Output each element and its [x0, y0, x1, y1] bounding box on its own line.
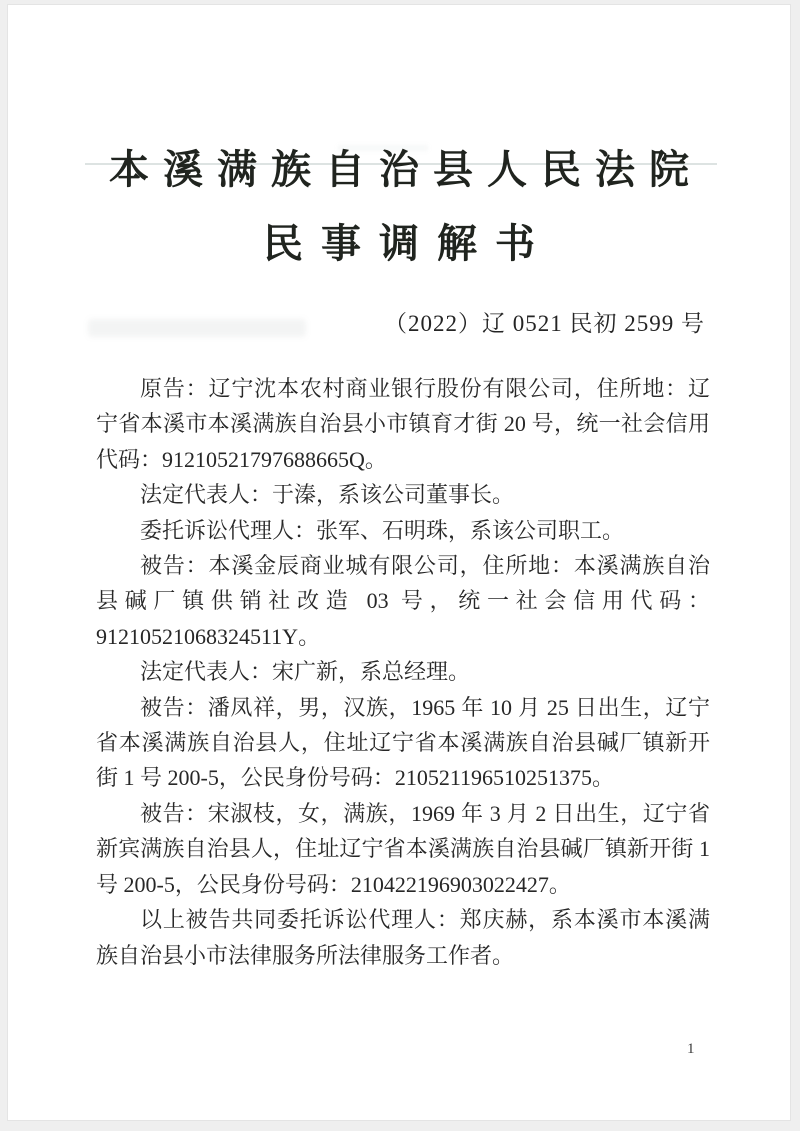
body-paragraph: 被告：潘凤祥，男，汉族，1965 年 10 月 25 日出生，辽宁省本溪满族自治县人，住址辽宁省本溪满族自治县碱厂镇新开街 1 号 200-5，公民身份号码：210521196510251375。 — [96, 694, 710, 791]
case-number: （2022）辽 0521 民初 2599 号 — [384, 311, 705, 336]
document-title: 民事调解书 — [263, 221, 553, 266]
document-page — [8, 5, 790, 1120]
body-paragraph: 法定代表人：宋广新，系总经理。 — [140, 659, 471, 685]
document-body — [96, 371, 710, 973]
body-paragraph: 被告：宋淑枝，女，满族，1969 年 3 月 2 日出生，辽宁省新宾满族自治县人，住址辽宁省本溪满族自治县碱厂镇新开街 1 号 200-5，公民身份号码：210422196903022427。 — [96, 800, 710, 897]
body-paragraph: 以上被告共同委托诉讼代理人：郑庆赫，系本溪市本溪满族自治县小市法律服务所法律服务工作者。 — [96, 907, 710, 968]
body-paragraph: 原告：辽宁沈本农村商业银行股份有限公司，住所地：辽宁省本溪市本溪满族自治县小市镇育才街 20 号，统一社会信用代码：91210521797688665Q。 — [96, 376, 710, 472]
body-paragraph: 被告：本溪金辰商业城有限公司，住所地：本溪满族自治县碱厂镇供销社改造 03 号，统一社会信用代码：91210521068324511Y。 — [96, 553, 710, 649]
body-paragraph: 法定代表人：于溱，系该公司董事长。 — [140, 482, 515, 508]
body-paragraph: 委托诉讼代理人：张军、石明珠，系该公司职工。 — [140, 517, 625, 543]
court-name: 本溪满族自治县人民法院 — [109, 147, 703, 192]
page-number: 1 — [687, 1041, 695, 1057]
scan-artifact-smudge — [88, 319, 306, 337]
